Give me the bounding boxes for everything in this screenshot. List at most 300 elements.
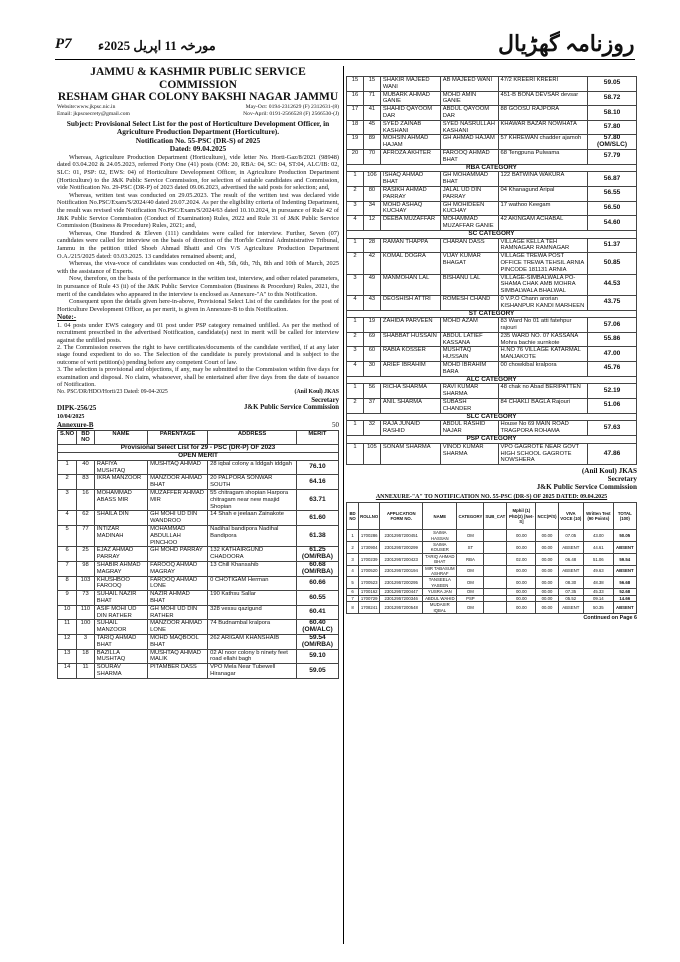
paragraph: Whereas, Agriculture Production Department (Horticulture), vide letter No. Horti-Gaz/8/2021 (98948) dated 03.04.202 & 24.05.2023, referred Forty One (41) posts (OM: 20, RBA: 04, SC: 04, ST:04, ALC/IB: 02, SLC: 01, PSP: 02, EWS: 04) of Horticulture Development Officer, in Agriculture Production Department (Horticulture) to the J&K Public Service Commission, for selection of suitable candidates and Commission, vide Notification No. 29-PSC (DR-P) of 2023 dated 09.06.2023, advertised the said posts for selection; and, xyxy=(57,153,339,192)
parentage-cell: BISHANU LAL xyxy=(440,274,498,295)
serial-cell: 3 xyxy=(347,201,364,216)
annexure-cell: 00.00 xyxy=(536,553,558,565)
parentage-cell: ABDUL LATIEF KASSANA xyxy=(440,332,498,347)
parentage-cell: MOHAMMAD MUZAFFAR GANIE xyxy=(440,216,498,231)
annexure-cell: 00.00 xyxy=(507,595,536,601)
serial-cell: 1 xyxy=(347,318,364,333)
name-cell: DEOSHISH ATTRI xyxy=(380,295,440,310)
parentage-cell: FAROOQ AHMAD LONE xyxy=(148,576,208,591)
parentage-cell: SYED NASRULLAH KASHANI xyxy=(440,120,498,135)
annexure-cell: 8 xyxy=(347,602,359,614)
annexure-cell: RBA xyxy=(457,553,484,565)
serial-cell: 14 xyxy=(58,664,77,679)
merit-cell: 43.75 xyxy=(588,295,637,310)
dipk-row xyxy=(57,404,339,412)
serial-cell: 19 xyxy=(347,135,364,150)
merit-cell: 56.50 xyxy=(588,201,637,216)
merit-cell: 54.60 xyxy=(588,216,637,231)
name-cell: MOHSIN AHMAD HAJAM xyxy=(380,135,440,150)
bd-no-cell: 37 xyxy=(363,399,380,414)
bd-no-cell: 34 xyxy=(363,201,380,216)
bd-no-cell: 19 xyxy=(363,318,380,333)
address-cell: 02 Al noor colony b ninety feet road ellahi bagh xyxy=(208,649,297,664)
annexure-cell: MIR TABASUM ASHRAF xyxy=(423,565,457,577)
serial-cell: 2 xyxy=(58,475,77,490)
parentage-cell: MOHD MAQBOOL BHAT xyxy=(148,634,208,649)
address-cell: 42 AKINGAM ACHABAL xyxy=(498,216,588,231)
serial-cell: 9 xyxy=(58,591,77,606)
serial-cell: 20 xyxy=(347,149,364,164)
table-row xyxy=(58,525,339,546)
paragraph: Whereas, One Hundred & Eleven (111) candidates were called for interview. Further, Seven (07) candidates were called for interview on the basis of direction of the Hon'ble Central Administrative Tribunal, Jammu in the petition titled Shoeb Ahmad Bhatti and Ors V/S Agriculture Production Department O.A./215/2025 dated: 03.03.2025. 13 candidates remained absent; and, xyxy=(57,229,339,260)
address-cell: 132 KATHAIRGUND CHADOORA xyxy=(208,547,297,562)
serial-cell: 13 xyxy=(58,649,77,664)
signatory-name: (Anil Koul) JKAS xyxy=(294,389,339,396)
parentage-cell: JALAL UD DIN PARRAY xyxy=(440,186,498,201)
address-cell: VPO GAGROTE NEAR GOVT HIGH SCHOOL GAGROTE NOWSHERA xyxy=(498,443,588,464)
merit-cell: 57.79 xyxy=(588,149,637,164)
annexure-cell: 52.68 xyxy=(613,589,636,595)
name-cell: INTIZAR MADINAH xyxy=(94,525,147,546)
table-row xyxy=(347,135,637,150)
parentage-cell: MUSHTAQ HUSSAIN xyxy=(440,347,498,362)
parentage-cell: MUSHTAQ AHMAD xyxy=(148,460,208,475)
parentage-cell: MOHD AMIN GANIE xyxy=(440,91,498,106)
table-row xyxy=(58,634,339,649)
annexure-cell: 23012957200451 xyxy=(380,530,423,542)
parentage-cell: SUBASH CHANDER xyxy=(440,399,498,414)
name-cell: SHAKIR MAJEED WANI xyxy=(380,77,440,92)
address-cell: VILLAGE-SIMBALWALA PO-SHAMA CHAK AMB MOHRA SIMBALWALA BHALWAL xyxy=(498,274,588,295)
annexure-cell: 23012957200447 xyxy=(380,589,423,595)
table-header-row xyxy=(58,430,339,445)
parentage-cell: GH MOHI UD DIN RATHER xyxy=(148,605,208,620)
annexure-cell: 1 xyxy=(347,530,359,542)
masthead: روزنامہ گھڑیال xyxy=(498,31,635,56)
annexure-cell: ABSENT xyxy=(558,565,583,577)
address-cell: 17 wathoo Keegam xyxy=(498,201,588,216)
serial-cell: 3 xyxy=(347,274,364,295)
merit-cell: 50.85 xyxy=(588,253,637,274)
bd-no-cell: 28 xyxy=(363,238,380,253)
bd-no-cell: 106 xyxy=(363,172,380,187)
table-row xyxy=(58,547,339,562)
name-cell: AFROZA AKHTER xyxy=(380,149,440,164)
parentage-cell: NAZIR AHMAD BHAT xyxy=(148,591,208,606)
table-row xyxy=(347,332,637,347)
table-row xyxy=(347,91,637,106)
table-row xyxy=(58,561,339,576)
annexure-cell: ABSENT xyxy=(613,565,636,577)
serial-cell: 18 xyxy=(347,120,364,135)
annexure-cell: 5 xyxy=(347,577,359,589)
annexure-cell xyxy=(484,565,507,577)
name-cell: MOHD ASHAQ KUCHAY xyxy=(380,201,440,216)
category-label: RBA CATEGORY xyxy=(347,164,637,172)
notice-column xyxy=(57,66,339,679)
table-row xyxy=(58,620,339,635)
annexure-cell: 23012957200346 xyxy=(380,595,423,601)
parentage-cell: MOHAMMAD ABDULLAH PINCHOO xyxy=(148,525,208,546)
name-cell: DEEBA MUZAFFAR xyxy=(380,216,440,231)
annexure-cell: 00.00 xyxy=(507,602,536,614)
name-cell: ZAHIDA PARVEEN xyxy=(380,318,440,333)
merit-cell: 64.16 xyxy=(296,475,338,490)
table-row xyxy=(347,77,637,92)
merit-cell: 59.05 xyxy=(588,77,637,92)
address-cell: 262 ARIGAM KHANSHAIB xyxy=(208,634,297,649)
table-row xyxy=(347,602,637,614)
parentage-cell: GH MOHIDEEN KUCHAY xyxy=(440,201,498,216)
table-row xyxy=(347,362,637,377)
annexure-cell: 00.00 xyxy=(536,602,558,614)
annexure-cell: 4 xyxy=(347,565,359,577)
bd-no-cell: 98 xyxy=(77,561,95,576)
annexure-cell: 48.38 xyxy=(584,577,614,589)
annexure-cell: ABSENT xyxy=(558,602,583,614)
annexure-cell: MUDASIR IQBAL xyxy=(423,602,457,614)
annexure-b-count: 50 xyxy=(332,421,339,430)
merit-cell: 59.54 (OM/RBA) xyxy=(296,634,338,649)
annexure-cell: 1700520 xyxy=(359,565,380,577)
table-row xyxy=(347,542,637,554)
parentage-cell: MOHD AZAM xyxy=(440,318,498,333)
page-number: P7 xyxy=(55,36,72,52)
name-cell: KHUSHBOO FAROOQ xyxy=(94,576,147,591)
column-header: VIVA VOCE (10) xyxy=(558,503,583,530)
annexure-cell: OM xyxy=(457,589,484,595)
table-row xyxy=(347,216,637,231)
annexure-a-title: ANNEXURE-"A" TO NOTIFICATION NO. 55-PSC (DR-S) OF 2025 DATED: 09.04.2025 xyxy=(375,494,608,501)
bd-no-cell: 12 xyxy=(363,216,380,231)
serial-cell: 11 xyxy=(58,620,77,635)
merit-cell: 76.10 xyxy=(296,460,338,475)
name-cell: SONAM SHARMA xyxy=(380,443,440,464)
annexure-cell: 00.00 xyxy=(536,577,558,589)
address-cell: House No 69 MAIN ROAD TRAGPORA ROHAMA xyxy=(498,421,588,436)
parentage-cell: VINOD KUMAR SHARMA xyxy=(440,443,498,464)
table-row xyxy=(347,553,637,565)
annexure-cell: 07.05 xyxy=(558,530,583,542)
merit-cell: 57.63 xyxy=(588,421,637,436)
serial-cell: 7 xyxy=(58,561,77,576)
annexure-cell: 59.54 xyxy=(613,553,636,565)
merit-cell: 57.80 xyxy=(588,120,637,135)
category-label: PSP CATEGORY xyxy=(347,436,637,444)
signatory-title: Secretary xyxy=(607,475,637,484)
annexure-cell: 00.00 xyxy=(536,589,558,595)
column-header: NAME xyxy=(423,503,457,530)
paragraph: Now, therefore, on the basis of the performance in the written test, interview, and other related parameters, in pursuance of Rule 43 (ii) of the J&K Public Service Commission (Business & Procedure) Rules, 2021, the merit of the candidates who appeared in the interview is enclosed as Annexure-"A" to this Notification. xyxy=(57,275,339,298)
parentage-cell: GH MOHI UD DIN WANDROO xyxy=(148,511,208,526)
column-header: BD NO xyxy=(77,430,95,445)
annexure-cell: 07.35 xyxy=(558,589,583,595)
contact-row-2 xyxy=(57,111,339,118)
bd-no-cell: 89 xyxy=(363,135,380,150)
table-row xyxy=(58,511,339,526)
serial-cell: 6 xyxy=(58,547,77,562)
annexure-cell: 00.00 xyxy=(536,595,558,601)
parentage-cell: FAROOQ AHMAD BHAT xyxy=(440,149,498,164)
merit-cell: 63.71 xyxy=(296,490,338,511)
bd-no-cell: 83 xyxy=(77,475,95,490)
note-item: 2. The Commission reserves the right to have certificates/documents of the candidate verified, if at any later stage found expedient to do so. The Selection of the candidate is purely provisional and is subject to the outcome of writ petition(s) pending before any competent Court of law. xyxy=(57,343,339,366)
table-row xyxy=(347,172,637,187)
annexure-cell: 7 xyxy=(347,595,359,601)
table-row xyxy=(347,347,637,362)
name-cell: ARIEF IBRAHIM xyxy=(380,362,440,377)
column-header: ADDRESS xyxy=(208,430,297,445)
annexure-cell: 23012957200299 xyxy=(380,542,423,554)
name-cell: RABIA KOSSER xyxy=(380,347,440,362)
merit-cell: 60.41 xyxy=(296,605,338,620)
address-cell: 235 WARD NO. 07 KASSANA Mohra bachie surnkote xyxy=(498,332,588,347)
serial-cell: 8 xyxy=(58,576,77,591)
merit-cell: 61.25 (OM/RBA) xyxy=(296,547,338,562)
annexure-cell: 50.35 xyxy=(584,602,614,614)
serial-cell: 1 xyxy=(347,443,364,464)
notes-heading: Note:- xyxy=(57,313,77,322)
table-header-row xyxy=(347,503,637,530)
category-label: ALC CATEGORY xyxy=(347,376,637,384)
annexure-cell: 14.66 xyxy=(613,595,636,601)
bd-no-cell: 11 xyxy=(77,664,95,679)
address-cell: Nadihal bandipora Nadihal Bandipora xyxy=(208,525,297,546)
parentage-cell: AB MAJEED WANI xyxy=(440,77,498,92)
annexure-b-row xyxy=(57,421,339,429)
address-cell: 68 Tengpuna Pulwama xyxy=(498,149,588,164)
column-header: APPLICATION FORM NO. xyxy=(380,503,423,530)
bd-no-cell: 3 xyxy=(77,634,95,649)
table-row xyxy=(347,530,637,542)
name-cell: KOMAL DOGRA xyxy=(380,253,440,274)
category-label: SC CATEGORY xyxy=(347,230,637,238)
bd-no-cell: 105 xyxy=(363,443,380,464)
table-row xyxy=(347,295,637,310)
table-row xyxy=(58,490,339,511)
serial-cell: 2 xyxy=(347,186,364,201)
column-header: CATEGORY xyxy=(457,503,484,530)
annexure-cell xyxy=(484,542,507,554)
table-row xyxy=(347,253,637,274)
annexure-cell: 08.30 xyxy=(558,577,583,589)
merit-cell: 45.76 xyxy=(588,362,637,377)
bd-no-cell: 71 xyxy=(363,91,380,106)
merit-cell: 56.87 xyxy=(588,172,637,187)
column-header: PARENTAGE xyxy=(148,430,208,445)
annexure-cell: 6 xyxy=(347,589,359,595)
name-cell: RAMAN THAPPA xyxy=(380,238,440,253)
serial-cell: 5 xyxy=(58,525,77,546)
column-header: Mphil (1) PhD(2) [Net-S] xyxy=(507,503,536,530)
bd-no-cell: 15 xyxy=(363,77,380,92)
merit-cell: 57.06 xyxy=(588,318,637,333)
name-cell: ASIF MOHI UD DIN RATHER xyxy=(94,605,147,620)
table-row xyxy=(58,664,339,679)
merit-cell: 51.06 xyxy=(588,399,637,414)
parentage-cell: ROMESH CHAND xyxy=(440,295,498,310)
merit-cell: 60.68 (OM/RBA) xyxy=(296,561,338,576)
contact-row-1 xyxy=(57,104,339,111)
name-cell: TARIQ AHMAD BHAT xyxy=(94,634,147,649)
name-cell: SYED ZAINAB KASHANI xyxy=(380,120,440,135)
annexure-cell: 23012957200548 xyxy=(380,602,423,614)
table-row xyxy=(347,443,637,464)
address-cell: KHAWAR BAZAR NOWHATA xyxy=(498,120,588,135)
name-cell: RAFIYA MUSHTAQ xyxy=(94,460,147,475)
annexure-cell: 00.00 xyxy=(507,577,536,589)
annexure-a-table xyxy=(346,502,637,614)
column-header: ROLLNO xyxy=(359,503,380,530)
merit-cell: 55.86 xyxy=(588,332,637,347)
list-title: Provisional Select List for 29 - PSC (DR-P) OF 2023 xyxy=(58,445,339,453)
annexure-cell: 00.00 xyxy=(507,589,536,595)
annexure-cell: 45.33 xyxy=(584,589,614,595)
bd-no-cell: 43 xyxy=(363,295,380,310)
merit-cell: 58.72 xyxy=(588,91,637,106)
bd-no-cell: 45 xyxy=(363,120,380,135)
serial-cell: 16 xyxy=(347,91,364,106)
table-row xyxy=(58,605,339,620)
annexure-cell: 00.00 xyxy=(507,530,536,542)
address-cell: VILLAGE TREWA POST OFFICE TREWA TEHSIL ARNIA PINCODE 181131 ARNIA xyxy=(498,253,588,274)
bd-no-cell: 32 xyxy=(363,421,380,436)
name-cell: SHAHID QAYOOM DAR xyxy=(380,106,440,121)
name-cell: SHABIR AHMAD MAGRAY xyxy=(94,561,147,576)
name-cell: RICHA SHARMA xyxy=(380,384,440,399)
address-cell: 00 chowkibal kralpora xyxy=(498,362,588,377)
serial-cell: 1 xyxy=(347,384,364,399)
parentage-cell: ABDUL QAYOOM DAR xyxy=(440,106,498,121)
annexure-cell: 00.00 xyxy=(536,565,558,577)
table-row xyxy=(347,565,637,577)
annexure-cell: 44.61 xyxy=(584,542,614,554)
bd-no-cell: 18 xyxy=(77,649,95,664)
annexure-cell: 1700286 xyxy=(359,530,380,542)
serial-cell: 4 xyxy=(347,216,364,231)
table-row xyxy=(347,399,637,414)
subject-line: Subject: Provisional Select List for the post of Horticulture Development Officer, in Agriculture Production Department (Horticulture). xyxy=(66,118,330,137)
annexure-cell: YUSRA JAN xyxy=(423,589,457,595)
name-cell: SHABBAT HUSSAIN xyxy=(380,332,440,347)
merit-cell: 44.53 xyxy=(588,274,637,295)
address-cell: 14 Shah e jeelaan Zainakote xyxy=(208,511,297,526)
annexure-cell: 51.06 xyxy=(584,553,614,565)
serial-cell: 4 xyxy=(347,295,364,310)
paragraph: Whereas, the viva-voce of candidates was conducted on 4th, 5th, 6th, 7th, 8th and 10th of March, 2025 with the assistance of Experts. xyxy=(57,260,339,275)
annexure-cell: 02.00 xyxy=(507,553,536,565)
address-cell: 84 CHAKLI BAGLA Rajouri xyxy=(498,399,588,414)
table-row xyxy=(347,384,637,399)
dipk-date: 10/04/2025 xyxy=(57,413,85,420)
select-list-table-continued xyxy=(346,76,637,465)
annexure-cell: TARIQ AHMAD BHAT xyxy=(423,553,457,565)
annexure-cell: 00.00 xyxy=(536,542,558,554)
annexure-cell: 06.48 xyxy=(558,553,583,565)
column-header: NAME xyxy=(94,430,147,445)
category-label: SLC CATEGORY xyxy=(347,413,637,421)
table-row xyxy=(347,106,637,121)
annexure-cell xyxy=(484,553,507,565)
address-cell: 13 Chill Khansahib xyxy=(208,561,297,576)
merit-cell: 56.55 xyxy=(588,186,637,201)
name-cell: ISHAQ AHMAD BHAT xyxy=(380,172,440,187)
name-cell: MUBARK AHMAD GANIE xyxy=(380,91,440,106)
annexure-cell: 2 xyxy=(347,542,359,554)
address-cell: 28 iqbal colony a Iddgah iddgah xyxy=(208,460,297,475)
parentage-cell: GH MOHD PARRAY xyxy=(148,547,208,562)
address-cell: 04 Khanagund Aripal xyxy=(498,186,588,201)
parentage-cell: ABDUL RASHID NAJAR xyxy=(440,421,498,436)
newspaper-header xyxy=(0,0,680,60)
annexure-cell: 00.00 xyxy=(507,565,536,577)
bd-no-cell: 62 xyxy=(77,511,95,526)
parentage-cell: MUSHTAQ AHMAD MALIK xyxy=(148,649,208,664)
serial-cell: 1 xyxy=(347,172,364,187)
table-row xyxy=(347,318,637,333)
name-cell: MANMOHAN LAL xyxy=(380,274,440,295)
annexure-cell: 50.05 xyxy=(613,530,636,542)
commission-address: RESHAM GHAR COLONY BAKSHI NAGAR JAMMU xyxy=(57,91,339,103)
column-header: S.NO xyxy=(58,430,77,445)
merit-cell: 47.00 xyxy=(588,347,637,362)
annexure-cell: ABSENT xyxy=(613,542,636,554)
annexure-cell: PSP xyxy=(457,595,484,601)
notification-number: Notification No. 55-PSC (DR-S) of 2025 xyxy=(135,135,261,145)
annexure-cell: 1700239 xyxy=(359,553,380,565)
address-cell: 74 Budnambal kralpora xyxy=(208,620,297,635)
merit-cell: 59.10 xyxy=(296,649,338,664)
annexure-cell: 00.00 xyxy=(536,530,558,542)
bd-no-cell: 110 xyxy=(77,605,95,620)
name-cell: RAJA JUNAID RASHID xyxy=(380,421,440,436)
serial-cell: 1 xyxy=(58,460,77,475)
serial-cell: 4 xyxy=(347,362,364,377)
annexure-cell: OM xyxy=(457,530,484,542)
paragraph: Whereas, written test was conducted on 29.05.2023. The result of the written test was declared vide Notification No.PSC/Exam/S/2024/40 dated 29.07.2024. As per the eligibility criteria of Indenting Department, the result was revised vide Notification No.PSC/Exam/S/2024/63 dated 10.10.2024, in pursuance of Rule 42 of J&K Public Service Commission (Conduct of Examination) Rules, 2022 and Rule 31 of J&K Public Service Commission (Business & Procedure) Rules, 2021; and, xyxy=(57,191,339,230)
table-row xyxy=(58,591,339,606)
annexure-cell: SAIMA KOUSER xyxy=(423,542,457,554)
table-row xyxy=(347,577,637,589)
signatory-org: J&K Public Service Commission xyxy=(536,483,637,492)
phone-may: May-Oct: 0194-2312629 (F) 2312631-(8) xyxy=(245,103,339,110)
name-cell: SUHAIL MANZOOR xyxy=(94,620,147,635)
merit-cell: 47.86 xyxy=(588,443,637,464)
bd-no-cell: 73 xyxy=(77,591,95,606)
annexure-cell: 1700729 xyxy=(359,595,380,601)
bd-no-cell: 49 xyxy=(363,274,380,295)
serial-cell: 2 xyxy=(347,332,364,347)
serial-cell: 1 xyxy=(347,421,364,436)
address-cell: 20 PALPORA SONWAR SOUTH xyxy=(208,475,297,490)
column-header: BD NO xyxy=(347,503,359,530)
annexure-cell: 1730904 xyxy=(359,542,380,554)
table-row xyxy=(347,186,637,201)
name-cell: RASIKH AHMAD PARRAY xyxy=(380,186,440,201)
select-list-table xyxy=(57,430,339,679)
merit-cell: 60.40 (OM/ALC) xyxy=(296,620,338,635)
annexure-cell: 43.00 xyxy=(584,530,614,542)
annexure-cell: 09.14 xyxy=(584,595,614,601)
name-cell: SUHAIL NAZIR BHAT xyxy=(94,591,147,606)
annexure-cell: ABDUL WAHID xyxy=(423,595,457,601)
serial-cell: 2 xyxy=(347,399,364,414)
merit-cell: 61.38 xyxy=(296,525,338,546)
table-row xyxy=(347,120,637,135)
table-row xyxy=(58,460,339,475)
category-label: ST CATEGORY xyxy=(347,310,637,318)
column-divider xyxy=(343,66,344,944)
